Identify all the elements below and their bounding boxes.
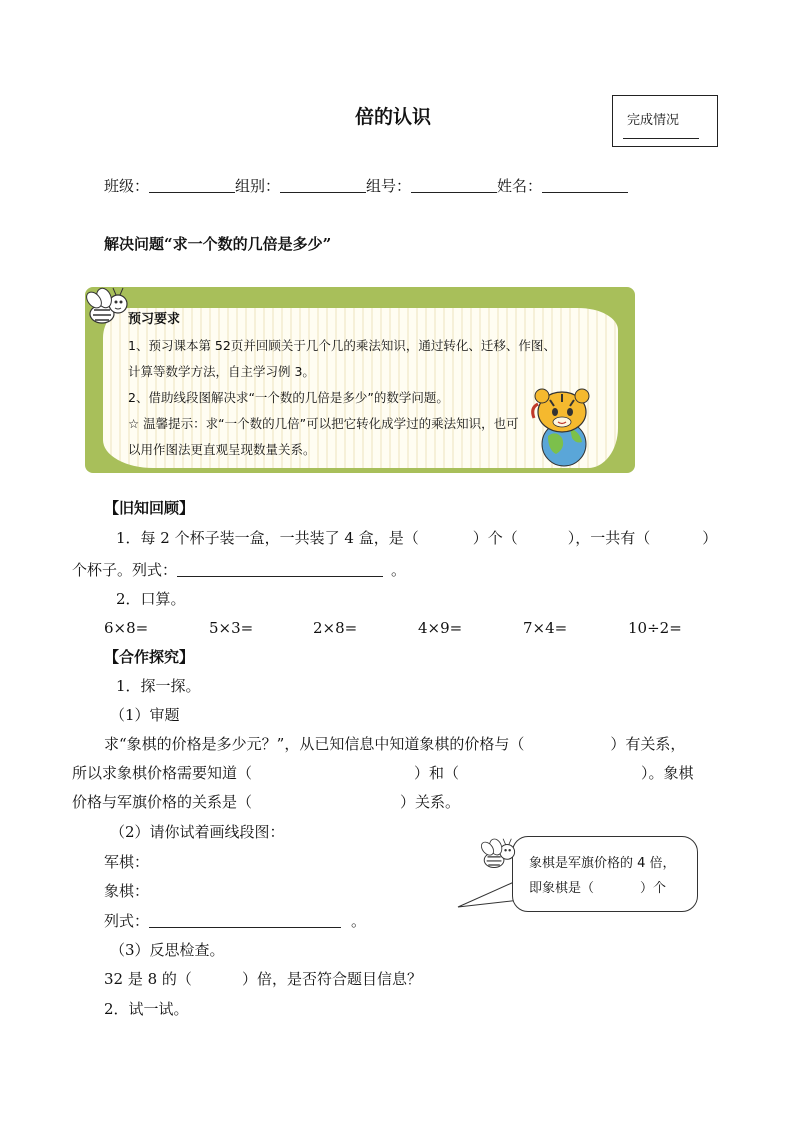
bee-mascot-small-icon <box>476 834 522 878</box>
completion-status-blank[interactable] <box>623 138 699 139</box>
formula-blank[interactable] <box>149 913 341 928</box>
oral-item: 7×4= <box>523 619 568 637</box>
preview-line-1: 1、预习课本第 52页并回顾关于几个几的乘法知识，通过转化、迁移、作图、 <box>128 338 556 353</box>
check-text-a: 32 是 8 的（ <box>104 970 192 988</box>
group-number-blank[interactable] <box>411 178 497 193</box>
review-heading: 【旧知回顾】 <box>104 499 195 517</box>
group-label: 组别： <box>235 177 281 195</box>
preview-heading: 预习要求 <box>128 312 181 327</box>
formula-label: 列式： <box>104 912 150 930</box>
t3-text-a: 价格与军旗价格的关系是（ <box>72 793 253 811</box>
preview-line-3: 2、借助线段图解决求“一个数的几倍是多少”的数学问题。 <box>128 390 449 405</box>
t2-text-a: 所以求象棋价格需要知道（ <box>72 764 253 782</box>
t1-text-b: ）有关系， <box>610 735 686 753</box>
preview-line-2: 计算等数学方法，自主学习例 3。 <box>128 364 315 379</box>
completion-status-label: 完成情况 <box>627 113 680 128</box>
q1-text-a: 1．每 2 个杯子装一盒，一共装了 4 盒，是（ <box>116 529 419 547</box>
explore-text-line-1 <box>104 737 685 752</box>
q1-formula-end: 。 <box>391 561 407 579</box>
hint-speech-bubble <box>512 836 698 912</box>
bubble-line-1: 象棋是军旗价格的 4 倍， <box>529 856 676 871</box>
class-label: 班级： <box>104 177 150 195</box>
explore-text-line-2 <box>72 766 694 781</box>
oral-item: 6×8= <box>104 619 149 637</box>
tiger-globe-mascot-icon <box>520 378 604 468</box>
oral-item: 10÷2= <box>628 619 682 637</box>
preview-line-4: ☆ 温馨提示：求“一个数的几倍”可以把它转化成学过的乘法知识，也可 <box>128 416 519 431</box>
explore-step-2: （2）请你试着画线段图： <box>110 823 285 841</box>
preview-line-5: 以用作图法更直观呈现数量关系。 <box>128 442 316 457</box>
group-number-label: 组号： <box>366 177 412 195</box>
bubble-line-2 <box>529 882 666 895</box>
xiangqi-label: 象棋： <box>104 882 150 900</box>
explore-step-1: （1）审题 <box>110 706 180 724</box>
group-blank[interactable] <box>280 178 366 193</box>
t1-text-a: 求“象棋的价格是多少元？”，从已知信息中知道象棋的价格与（ <box>104 735 525 753</box>
bubble-text-a: 即象棋是（ <box>529 881 595 896</box>
q1-text-d: ） <box>702 529 718 547</box>
q1-text-b: ）个（ <box>472 529 518 547</box>
formula-end: 。 <box>351 912 367 930</box>
review-question-1 <box>116 531 717 546</box>
name-label: 姓名： <box>497 177 543 195</box>
completion-status-box <box>612 95 718 147</box>
q1-formula-blank[interactable] <box>177 562 383 577</box>
explore-formula <box>104 913 366 929</box>
q1-text-c: ），一共有（ <box>567 529 651 547</box>
explore-step-3: （3）反思检查。 <box>110 941 225 959</box>
oral-item: 5×3= <box>209 619 254 637</box>
class-blank[interactable] <box>149 178 235 193</box>
check-text-b: ）倍，是否符合题目信息？ <box>241 970 422 988</box>
junqi-label: 军棋： <box>104 853 150 871</box>
check-question <box>104 972 422 987</box>
explore-heading: 【合作探究】 <box>104 648 195 666</box>
topic-heading: 解决问题“求一个数的几倍是多少” <box>104 235 332 253</box>
review-question-2: 2．口算。 <box>116 590 186 608</box>
oral-item: 4×9= <box>418 619 463 637</box>
name-blank[interactable] <box>542 178 628 193</box>
review-question-1-formula <box>72 562 406 578</box>
explore-part-1: 1．探一探。 <box>116 677 201 695</box>
q1-formula-label: 个杯子。列式： <box>72 561 178 579</box>
page-title: 倍的认识 <box>355 106 432 128</box>
t2-text-c: ）。象棋 <box>641 764 694 782</box>
student-info-row <box>104 178 628 194</box>
t3-text-b: ）关系。 <box>400 793 461 811</box>
bubble-text-b: ）个 <box>640 881 667 896</box>
t2-text-b: ）和（ <box>414 764 460 782</box>
oral-item: 2×8= <box>313 619 358 637</box>
explore-text-line-3 <box>72 795 460 810</box>
explore-part-2: 2．试一试。 <box>104 1000 189 1018</box>
